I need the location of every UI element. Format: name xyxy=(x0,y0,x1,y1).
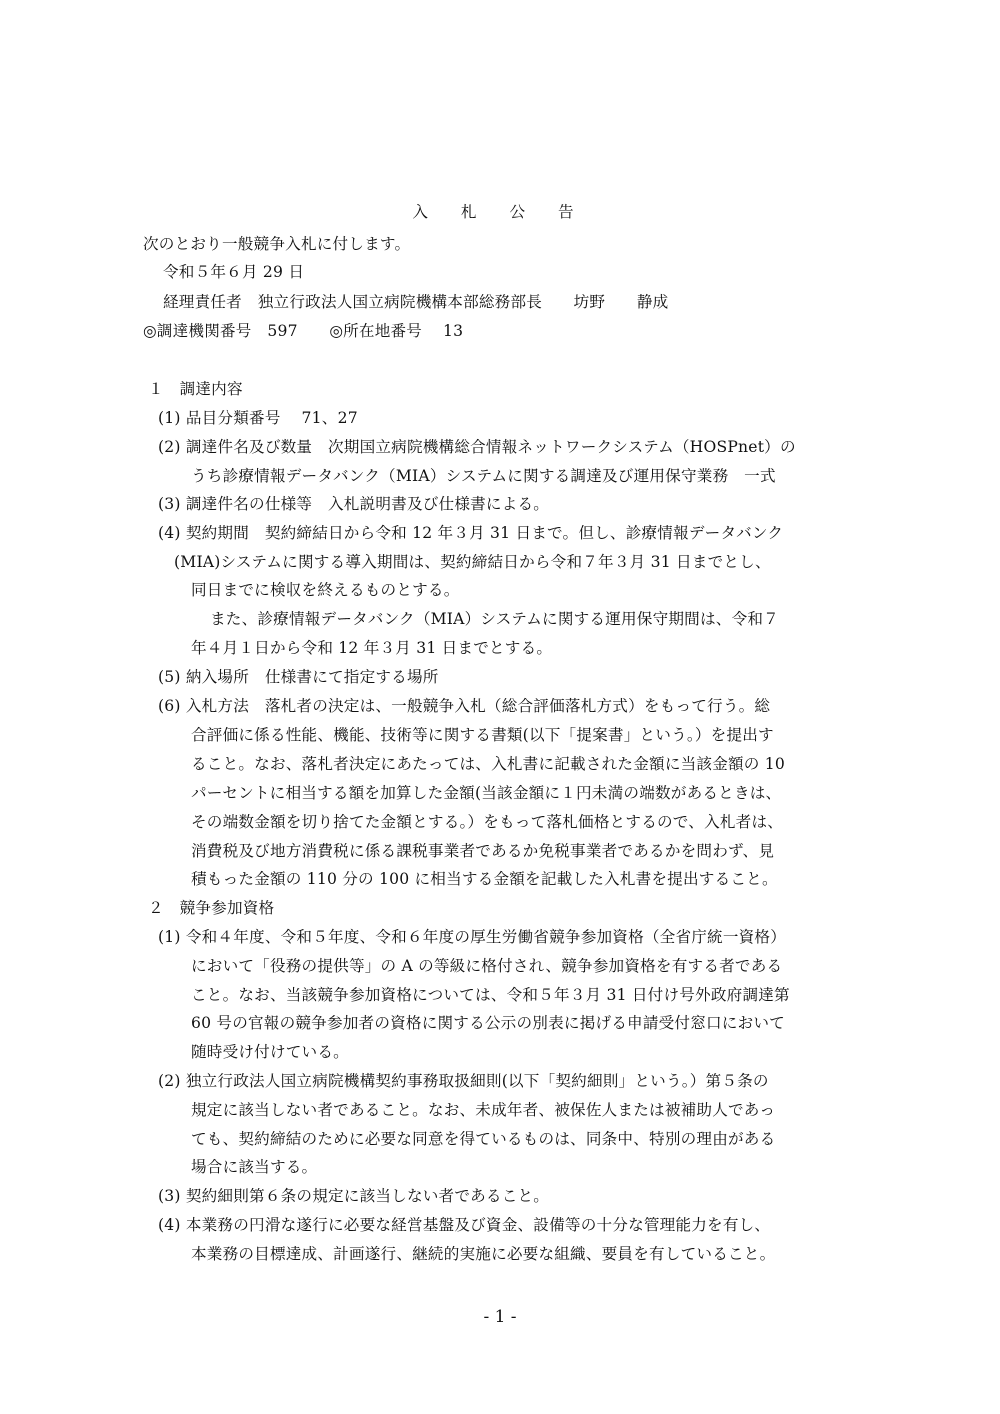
list-item-continuation: ても、契約締結のために必要な同意を得ているものは、同条中、特別の理由がある xyxy=(191,1130,776,1148)
list-item: (2) 調達件名及び数量 次期国立病院機構総合情報ネットワークシステム（HOSPnet）の xyxy=(158,438,796,456)
list-item-continuation: 積もった金額の 110 分の 100 に相当する金額を記載した入札書を提出すること。 xyxy=(191,870,778,888)
list-item-continuation: 本業務の目標達成、計画遂行、継続的実施に必要な組織、要員を有していること。 xyxy=(191,1245,776,1263)
list-item-continuation: 随時受け付けている。 xyxy=(191,1043,349,1061)
section-heading: ２ 競争参加資格 xyxy=(148,899,275,917)
list-item-continuation: において「役務の提供等」の A の等級に格付され、競争参加資格を有する者である xyxy=(191,957,783,975)
list-item: (3) 契約細則第６条の規定に該当しない者であること。 xyxy=(158,1187,550,1205)
list-item-continuation: 60 号の官報の競争参加者の資格に関する公示の別表に掲げる申請受付窓口において xyxy=(191,1014,785,1032)
document-title: 入 札 公 告 xyxy=(412,203,588,221)
intro-text: 次のとおり一般競争入札に付します。 xyxy=(143,235,411,253)
list-item-continuation: こと。なお、当該競争参加資格については、令和５年３月 31 日付け号外政府調達第 xyxy=(191,986,790,1004)
list-item-continuation: 規定に該当しない者であること。なお、未成年者、被保佐人または被補助人であっ xyxy=(191,1101,776,1119)
list-item-continuation: その端数金額を切り捨てた金額とする。）をもって落札価格とするので、入札者は、 xyxy=(191,813,784,831)
list-item: (1) 品目分類番号 71、27 xyxy=(158,409,358,427)
list-item-continuation: 場合に該当する。 xyxy=(191,1158,318,1176)
list-item-continuation: 消費税及び地方消費税に係る課税事業者であるか免税事業者であるかを問わず、見 xyxy=(191,842,775,860)
list-item-continuation: パーセントに相当する額を加算した金額(当該金額に１円未満の端数があるときは、 xyxy=(191,784,782,802)
notice-date: 令和５年６月 29 日 xyxy=(163,263,305,281)
page-number: - 1 - xyxy=(483,1307,517,1327)
list-item-continuation: ること。なお、落札者決定にあたっては、入札書に記載された金額に当該金額の 10 xyxy=(191,755,785,773)
list-item-continuation: うち診療情報データバンク（MIA）システムに関する調達及び運用保守業務 一式 xyxy=(191,467,776,485)
list-item-continuation: 同日までに検収を終えるものとする。 xyxy=(191,581,460,599)
section-heading: １ 調達内容 xyxy=(148,380,243,398)
list-item: (5) 納入場所 仕様書にて指定する場所 xyxy=(158,668,439,686)
list-item: (4) 契約期間 契約締結日から令和 12 年３月 31 日まで。但し、診療情報データバンク xyxy=(158,524,784,542)
list-item: (1) 令和４年度、令和５年度、令和６年度の厚生労働省競争参加資格（全省庁統一資格） xyxy=(158,928,787,946)
list-item: (3) 調達件名の仕様等 入札説明書及び仕様書による。 xyxy=(158,495,550,513)
list-item: (2) 独立行政法人国立病院機構契約事務取扱細則(以下「契約細則」という。）第５条の xyxy=(158,1072,769,1090)
list-item-continuation: (MIA)システムに関する導入期間は、契約締結日から令和７年３月 31 日までとし、 xyxy=(174,553,771,571)
list-item-continuation: また、診療情報データバンク（MIA）システムに関する運用保守期間は、令和７ xyxy=(210,610,779,628)
list-item-continuation: 合評価に係る性能、機能、技術等に関する書類(以下「提案書」という。）を提出す xyxy=(191,726,774,744)
accounting-officer: 経理責任者 独立行政法人国立病院機構本部総務部長 坊野 静成 xyxy=(163,293,669,311)
agency-codes: ◎調達機関番号 597 ◎所在地番号 13 xyxy=(143,322,464,340)
list-item: (6) 入札方法 落札者の決定は、一般競争入札（総合評価落札方式）をもって行う。総 xyxy=(158,697,771,715)
list-item: (4) 本業務の円滑な遂行に必要な経営基盤及び資金、設備等の十分な管理能力を有し、 xyxy=(158,1216,771,1234)
list-item-continuation: 年４月１日から令和 12 年３月 31 日までとする。 xyxy=(191,639,553,657)
